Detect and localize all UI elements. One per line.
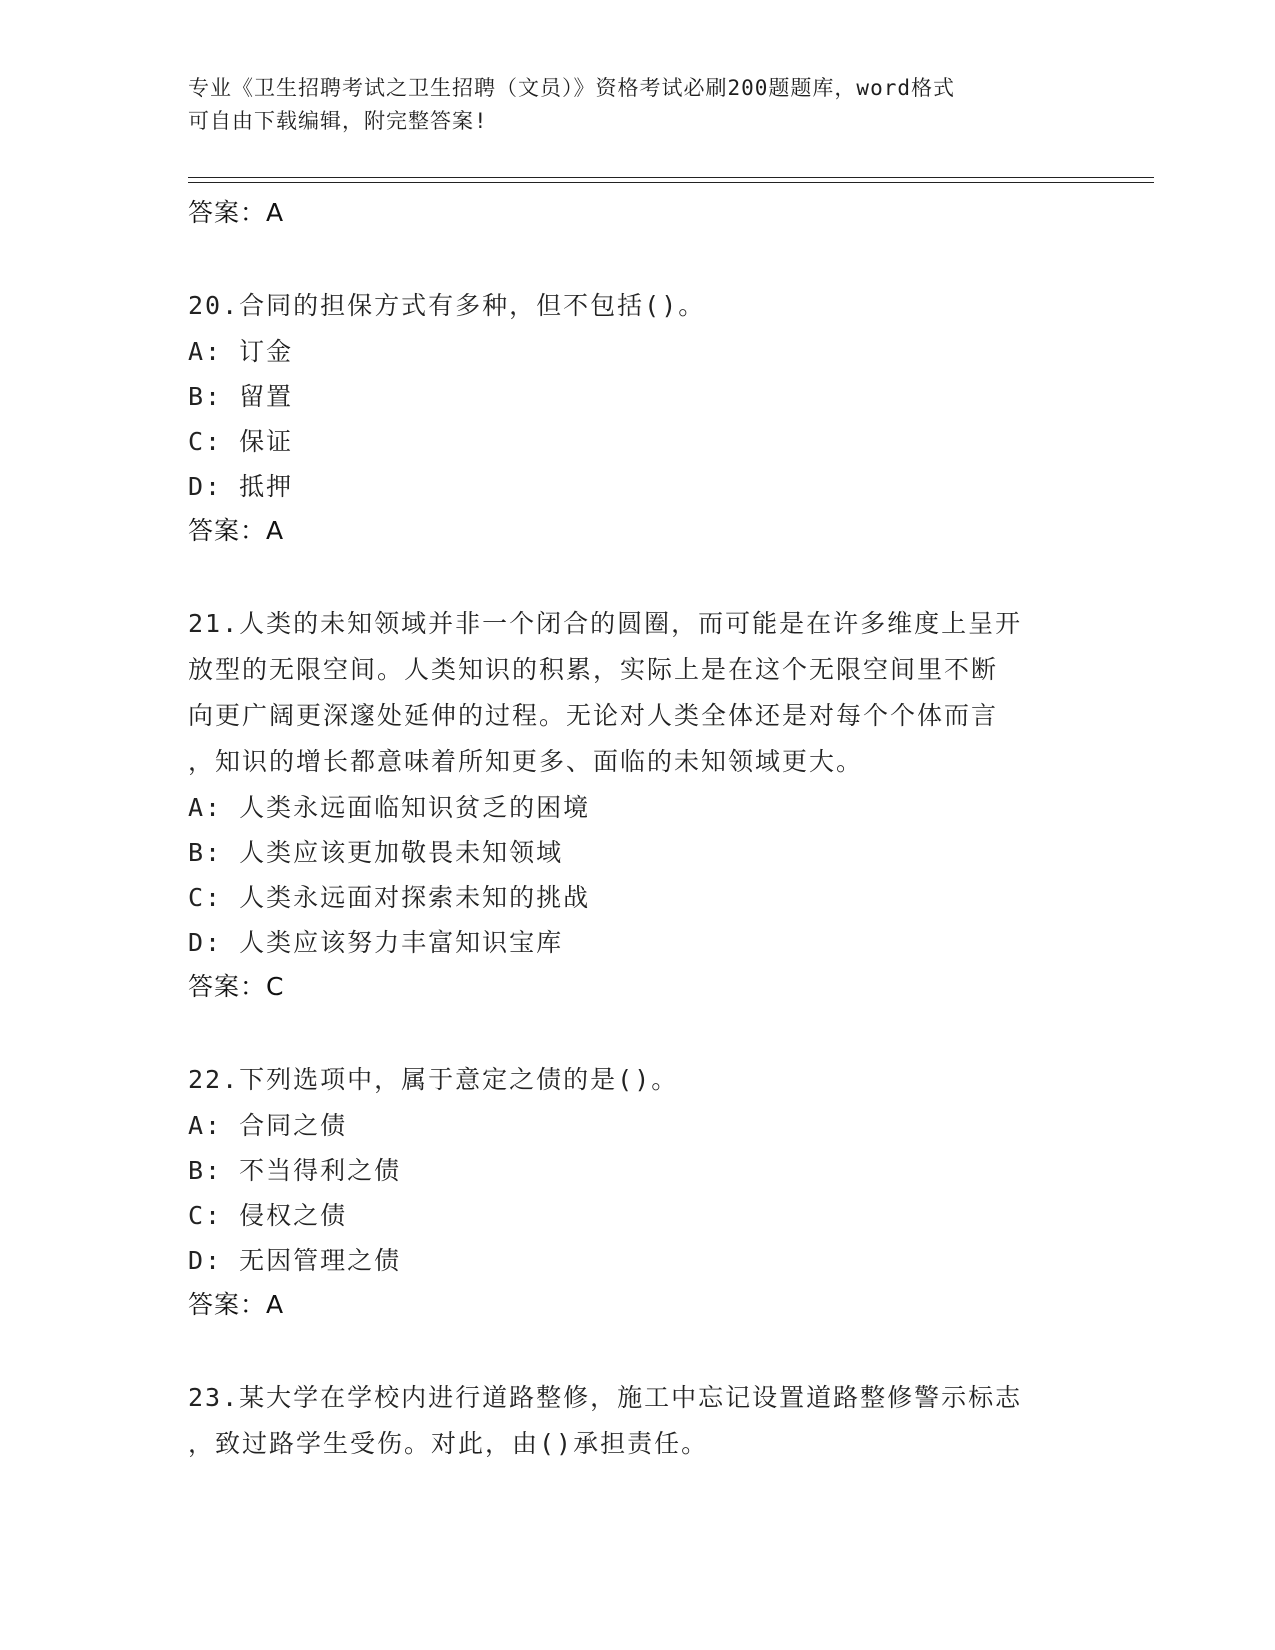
question-text-line: 向更广阔更深邃处延伸的过程。无论对人类全体还是对每个个体而言 (188, 701, 999, 730)
question-text-line: 放型的无限空间。人类知识的积累，实际上是在这个无限空间里不断 (188, 655, 999, 684)
question-list (188, 191, 1088, 1467)
spacer (188, 553, 1088, 601)
header-line-1: 专业《卫生招聘考试之卫生招聘（文员）》资格考试必刷200题题库，word格式 (188, 76, 955, 100)
question-22 (188, 1057, 1088, 1327)
option-a: A: 订金 (188, 337, 294, 366)
header-rule-top (188, 177, 1154, 178)
document-header (188, 72, 1068, 138)
option-c: C: 侵权之债 (188, 1201, 348, 1230)
question-text-line: 21.人类的未知领域并非一个闭合的圆圈，而可能是在许多维度上呈开 (188, 609, 1023, 638)
question-text-line: ，知识的增长都意味着所知更多、面临的未知领域更大。 (188, 747, 864, 776)
option-b: B: 不当得利之债 (188, 1156, 402, 1185)
previous-answer: 答案：A (188, 198, 285, 227)
header-rule-bottom (188, 182, 1154, 183)
option-b: B: 人类应该更加敬畏未知领域 (188, 838, 564, 867)
answer: 答案：C (188, 972, 285, 1001)
option-a: A: 合同之债 (188, 1111, 348, 1140)
header-line-2: 可自由下载编辑，附完整答案! (188, 109, 488, 133)
answer: 答案：A (188, 1290, 285, 1319)
option-c: C: 人类永远面对探索未知的挑战 (188, 883, 591, 912)
question-23 (188, 1375, 1088, 1467)
question-20 (188, 283, 1088, 553)
option-b: B: 留置 (188, 382, 294, 411)
option-d: D: 抵押 (188, 472, 294, 501)
option-d: D: 无因管理之债 (188, 1246, 402, 1275)
spacer (188, 1327, 1088, 1375)
option-a: A: 人类永远面临知识贫乏的困境 (188, 793, 591, 822)
spacer (188, 1009, 1088, 1057)
answer: 答案：A (188, 516, 285, 545)
question-text-line: ，致过路学生受伤。对此，由()承担责任。 (188, 1429, 709, 1458)
option-c: C: 保证 (188, 427, 294, 456)
question-text-line: 23.某大学在学校内进行道路整修，施工中忘记设置道路整修警示标志 (188, 1383, 1023, 1412)
question-text: 22.下列选项中，属于意定之债的是()。 (188, 1065, 679, 1094)
spacer (188, 235, 1088, 283)
question-text: 20.合同的担保方式有多种，但不包括()。 (188, 291, 706, 320)
option-d: D: 人类应该努力丰富知识宝库 (188, 928, 564, 957)
question-21 (188, 601, 1088, 1009)
